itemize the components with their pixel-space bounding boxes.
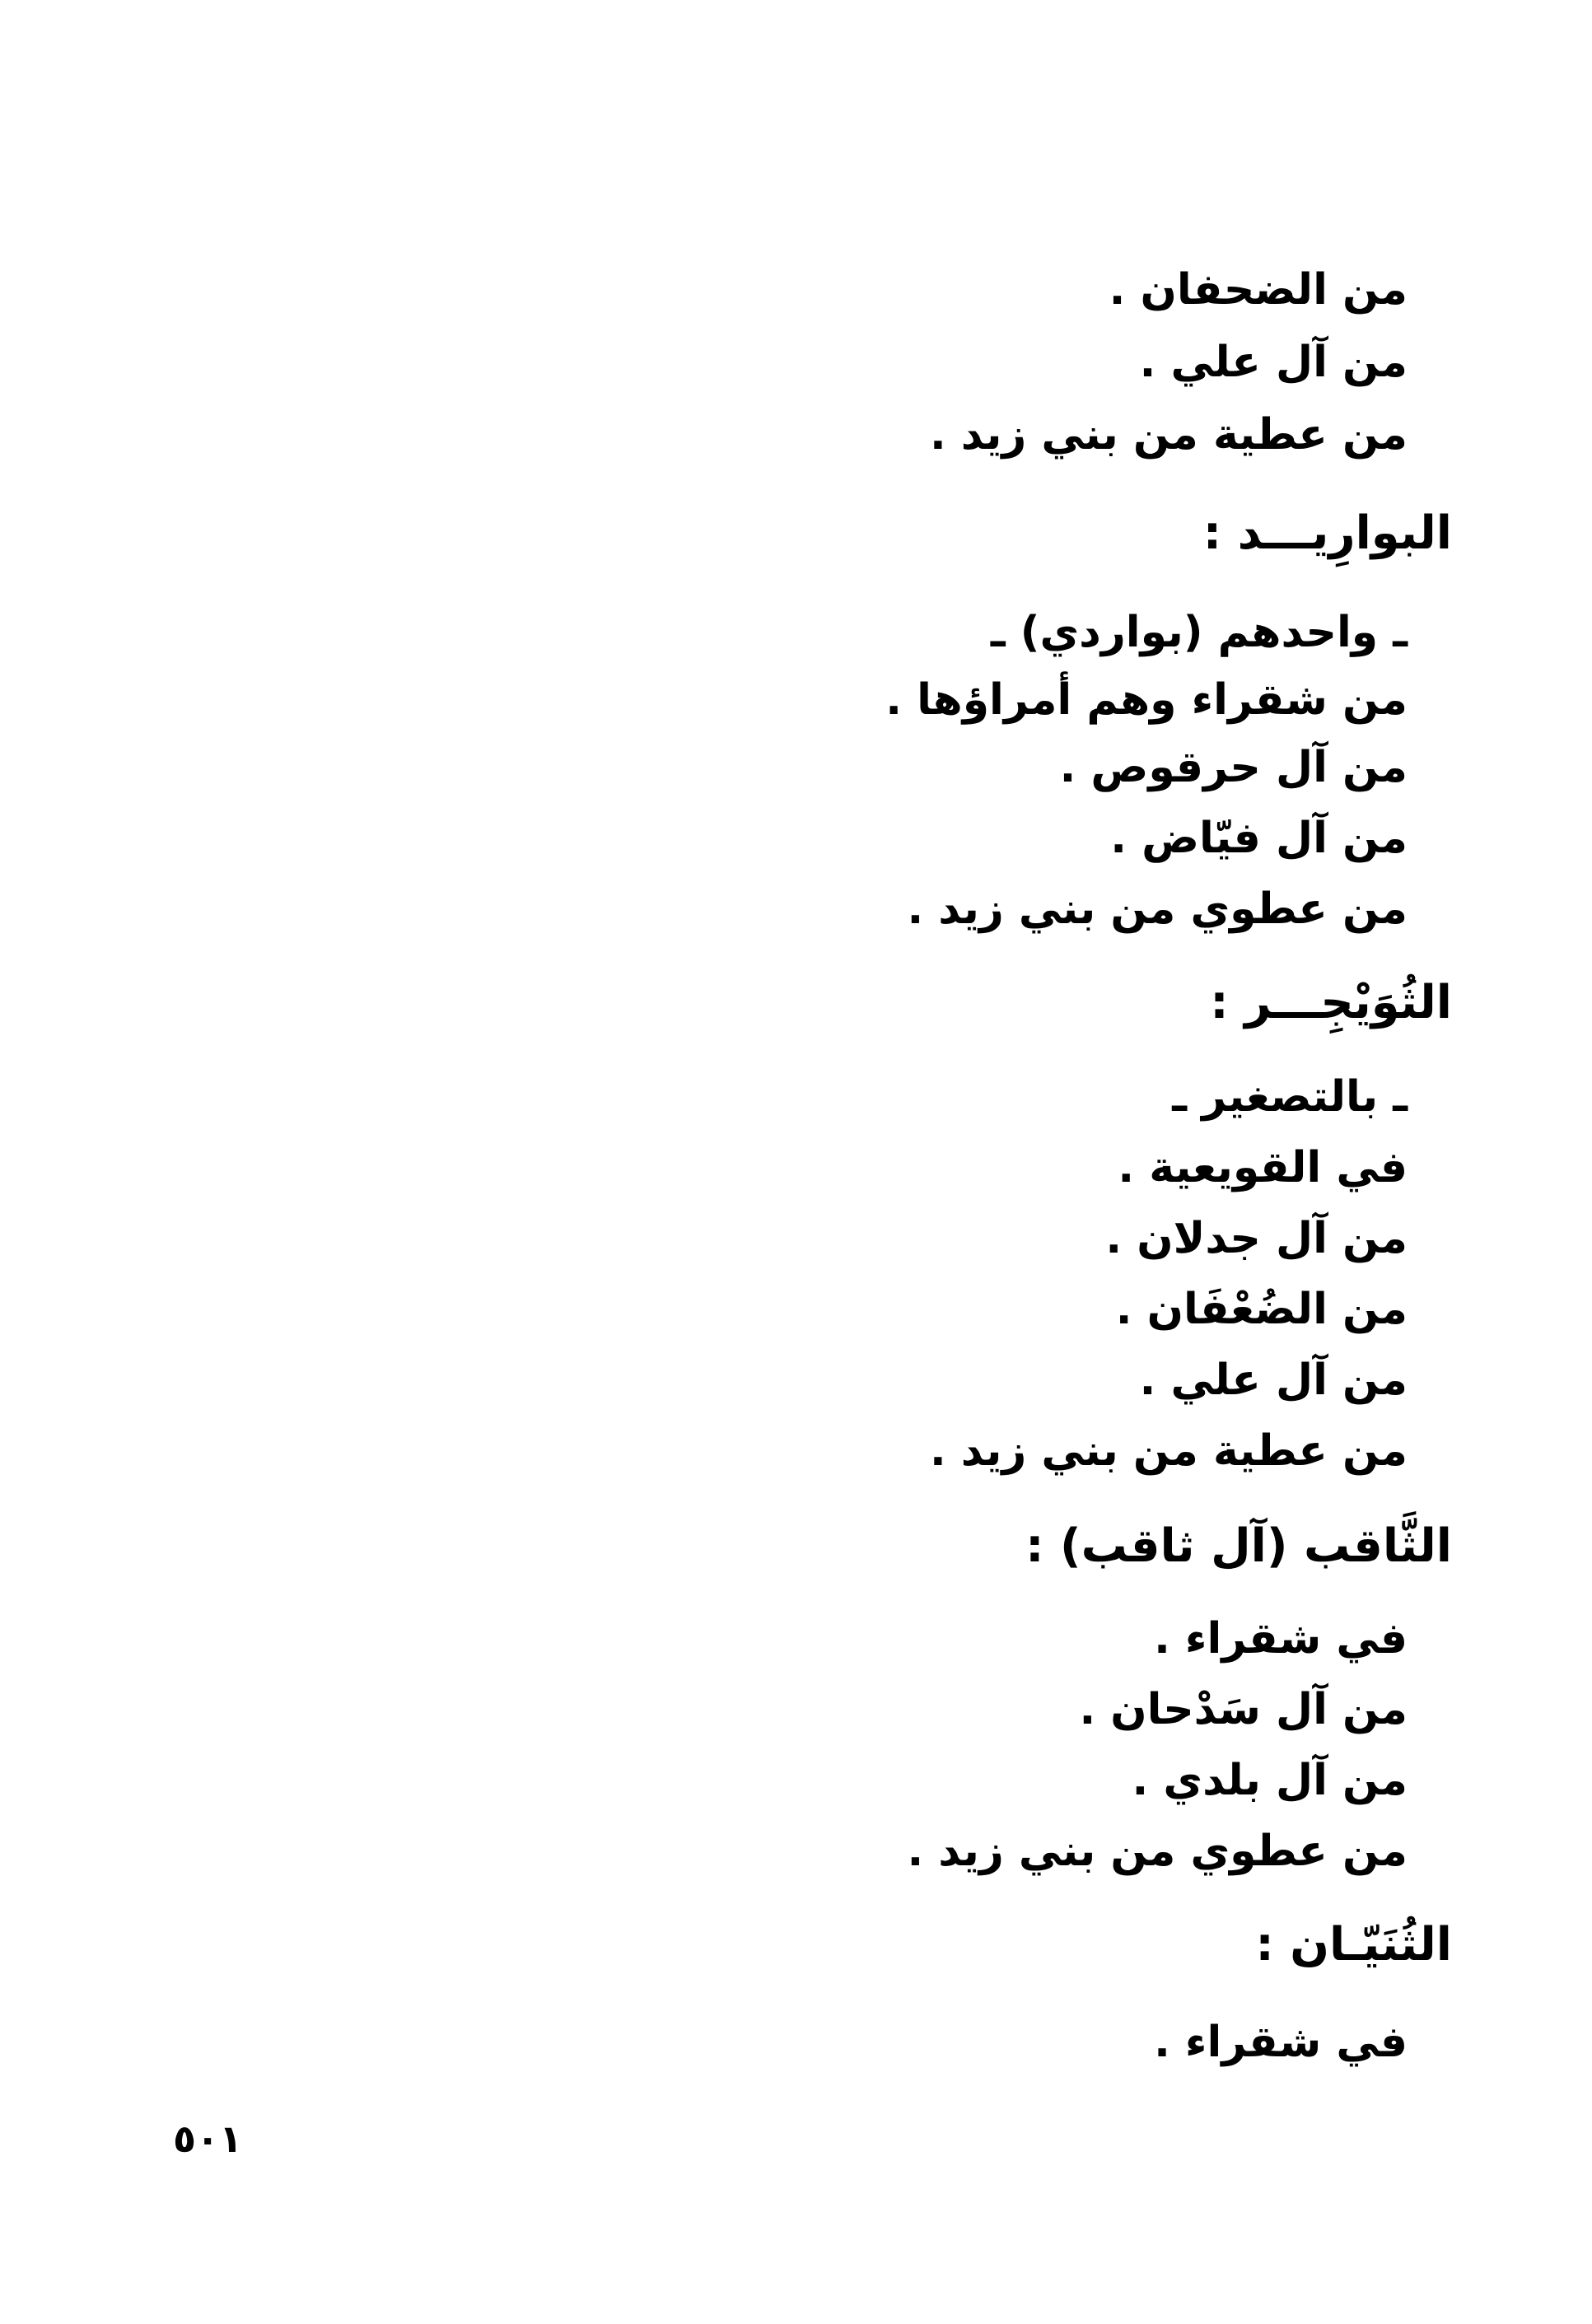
section-heading: البوارِيـــد :	[1202, 506, 1452, 560]
text-line: من عطية من بني زيد .	[929, 1426, 1408, 1476]
text-line: من آل علي .	[1139, 338, 1408, 387]
section-heading: الثَّاقب (آل ثاقب) :	[1025, 1519, 1452, 1573]
text-line: من آل فيّاض .	[1110, 814, 1408, 863]
section-heading: الثُنَيّـان :	[1255, 1918, 1452, 1972]
text-line: من عطوي من بني زيد .	[907, 884, 1408, 934]
text-line: من شقراء وهم أمراؤها .	[885, 675, 1408, 725]
text-line: من آل سَدْحان .	[1079, 1685, 1408, 1734]
text-line: في شقراء .	[1154, 1614, 1408, 1664]
text-line: ـ واحدهم (بواردي) ـ	[990, 608, 1408, 657]
page-number: ٥٠١	[173, 2116, 243, 2161]
text-line: في القويعية .	[1118, 1143, 1408, 1192]
text-line: من آل بلدي .	[1132, 1756, 1408, 1805]
text-line: من عطية من بني زيد .	[929, 410, 1408, 460]
text-line: من عطوي من بني زيد .	[907, 1827, 1408, 1876]
text-line: من آل حرقوص .	[1059, 743, 1408, 792]
text-line: من آل علي .	[1139, 1356, 1408, 1405]
text-line: في شقراء .	[1154, 2018, 1408, 2067]
text-line: ـ بالتصغير ـ	[1172, 1072, 1408, 1122]
section-heading: الثُوَيْجِـــر :	[1210, 976, 1452, 1029]
text-line: من الضُعْفَان .	[1115, 1285, 1408, 1334]
text-line: من آل جدلان .	[1105, 1214, 1408, 1263]
text-line: من الضحفان .	[1109, 265, 1408, 315]
